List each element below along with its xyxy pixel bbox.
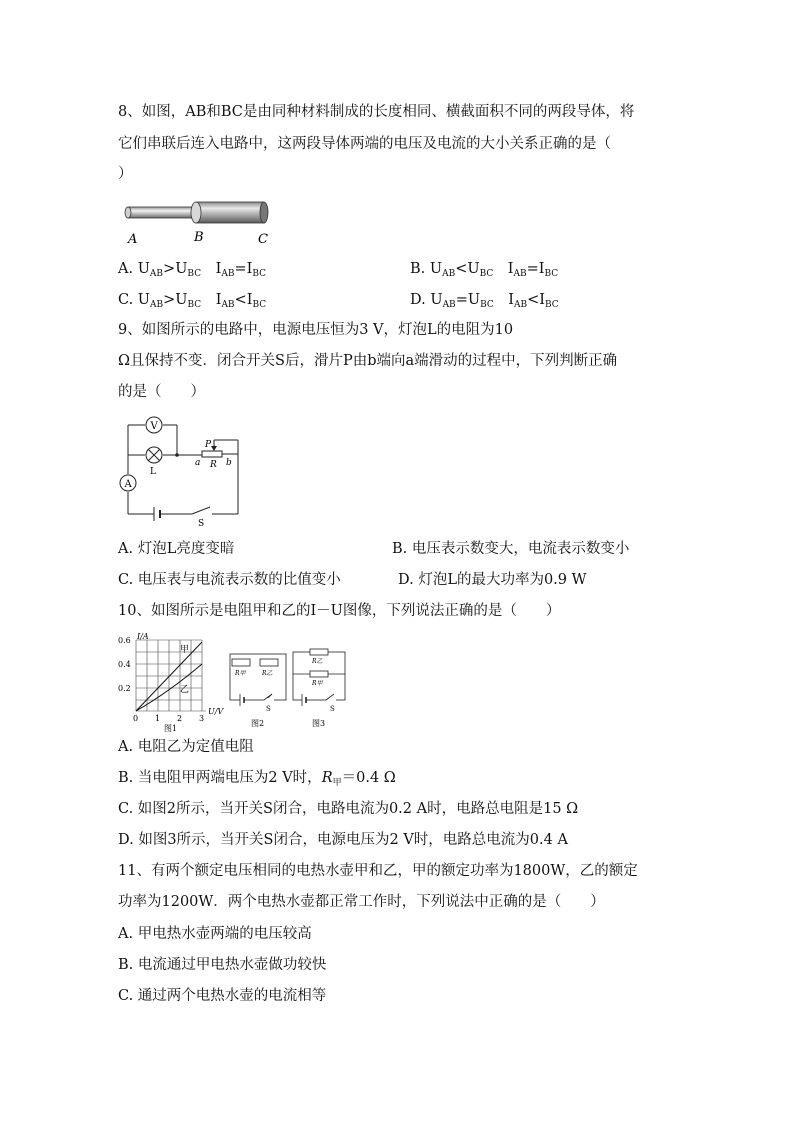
q8-stem-line1: 8、如图，AB和BC是由同种材料制成的长度相同、横截面积不同的两段导体，将 (118, 104, 635, 120)
q9-stem-line1: 9、如图所示的电路中，电源电压恒为3 V，灯泡L的电阻为10 (118, 322, 514, 338)
q9-option-d: D. 灯泡L的最大功率为0.9 W (398, 572, 587, 588)
fig3-r-yi: R乙 (312, 658, 323, 665)
q10-option-c: C. 如图2所示，当开关S闭合，电路电流为0.2 A时，电路总电阻是15 Ω (118, 801, 579, 817)
thick-conductor-bc (196, 202, 264, 223)
q8-option-c: C. $U_{AB}>U_{BC}$ $I_{AB}<I_{BC}$ (118, 292, 267, 310)
figure-3-caption: 图3 (312, 719, 326, 728)
q9-circuit-diagram (114, 410, 246, 530)
q10-stem-line1: 10、如图所示是电阻甲和乙的I－U图像，下列说法正确的是（ ） (118, 603, 561, 619)
series-circuit (230, 654, 286, 728)
q9-option-a: A. 灯泡L亮度变暗 (118, 541, 235, 557)
label-b: B (194, 230, 204, 245)
figure-1-caption: 图1 (164, 724, 178, 733)
q10-figures (114, 630, 364, 734)
thin-conductor-ab (128, 207, 198, 218)
iu-graph (118, 632, 224, 733)
xtick-label: 3 (199, 714, 205, 723)
terminal-b-label: b (226, 458, 232, 468)
q11-stem-line1: 11、有两个额定电压相同的电热水壶甲和乙，甲的额定功率为1800W，乙的额定 (118, 863, 638, 879)
q8-stem-line2: 它们串联后连入电路中，这两段导体两端的电压及电流的大小关系正确的是（ (118, 136, 611, 152)
terminal-a-label: a (195, 458, 201, 468)
q9-stem-line3: 的是（ ） (118, 384, 205, 400)
q8-option-d: D. $U_{AB}=U_{BC}$ $I_{AB}<I_{BC}$ (410, 292, 559, 310)
q8-option-b: B. $U_{AB}<U_{BC}$ $I_{AB}=I_{BC}$ (410, 261, 559, 279)
fig2-switch: S (266, 705, 271, 713)
rheostat-label: R (210, 460, 217, 470)
fig2-r-jia: R甲 (235, 670, 246, 677)
q9-option-b: B. 电压表示数变大，电流表示数变小 (392, 541, 630, 557)
q9-stem-line2: Ω且保持不变．闭合开关S后，滑片P由b端向a端滑动的过程中，下列判断正确 (118, 353, 618, 369)
ytick-label: 0.6 (118, 636, 131, 645)
label-a: A (128, 232, 138, 247)
ytick-label: 0.2 (118, 684, 131, 693)
fig3-r-jia: R甲 (312, 680, 323, 687)
ytick-label: 0.4 (118, 660, 131, 669)
q10-option-d: D. 如图3所示，当开关S闭合，电源电压为2 V时，电路总电流为0.4 A (118, 832, 568, 848)
q11-stem-line2: 功率为1200W．两个电热水壶都正常工作时，下列说法中正确的是（ ） (118, 894, 605, 910)
series-jia-label: 甲 (180, 645, 190, 655)
q8-conductor-figure (118, 196, 278, 252)
q8-option-a: A. $U_{AB}>U_{BC}$ $I_{AB}=I_{BC}$ (118, 261, 267, 279)
label-c: C (258, 232, 268, 247)
lamp-label: L (150, 467, 156, 477)
q8-stem-line3: ） (118, 166, 133, 182)
voltmeter-label: V (150, 421, 158, 432)
graph-xlabel: U/V (208, 707, 224, 716)
q11-option-a: A. 甲电热水壶两端的电压较高 (118, 926, 312, 942)
q9-option-c: C. 电压表与电流表示数的比值变小 (118, 572, 341, 588)
parallel-circuit (293, 649, 345, 728)
fig3-switch: S (330, 705, 335, 713)
series-yi-label: 乙 (180, 685, 190, 695)
ammeter-label: A (124, 479, 132, 490)
graph-ylabel: I/A (137, 632, 149, 641)
fig2-r-yi: R乙 (262, 670, 273, 677)
q10-option-a: A. 电阻乙为定值电阻 (118, 739, 254, 755)
switch-label: S (198, 519, 205, 529)
q11-option-c: C. 通过两个电热水壶的电流相等 (118, 988, 327, 1004)
xtick-label: 0 (133, 714, 139, 723)
q10-option-b: B. 当电阻甲两端电压为2 V时，$R_甲=0.4$ Ω (118, 770, 396, 788)
q11-option-b: B. 电流通过甲电热水壶做功较快 (118, 957, 327, 973)
xtick-label: 2 (177, 714, 183, 723)
figure-2-caption: 图2 (251, 719, 265, 728)
xtick-label: 1 (155, 714, 161, 723)
slider-label: P (205, 440, 212, 450)
